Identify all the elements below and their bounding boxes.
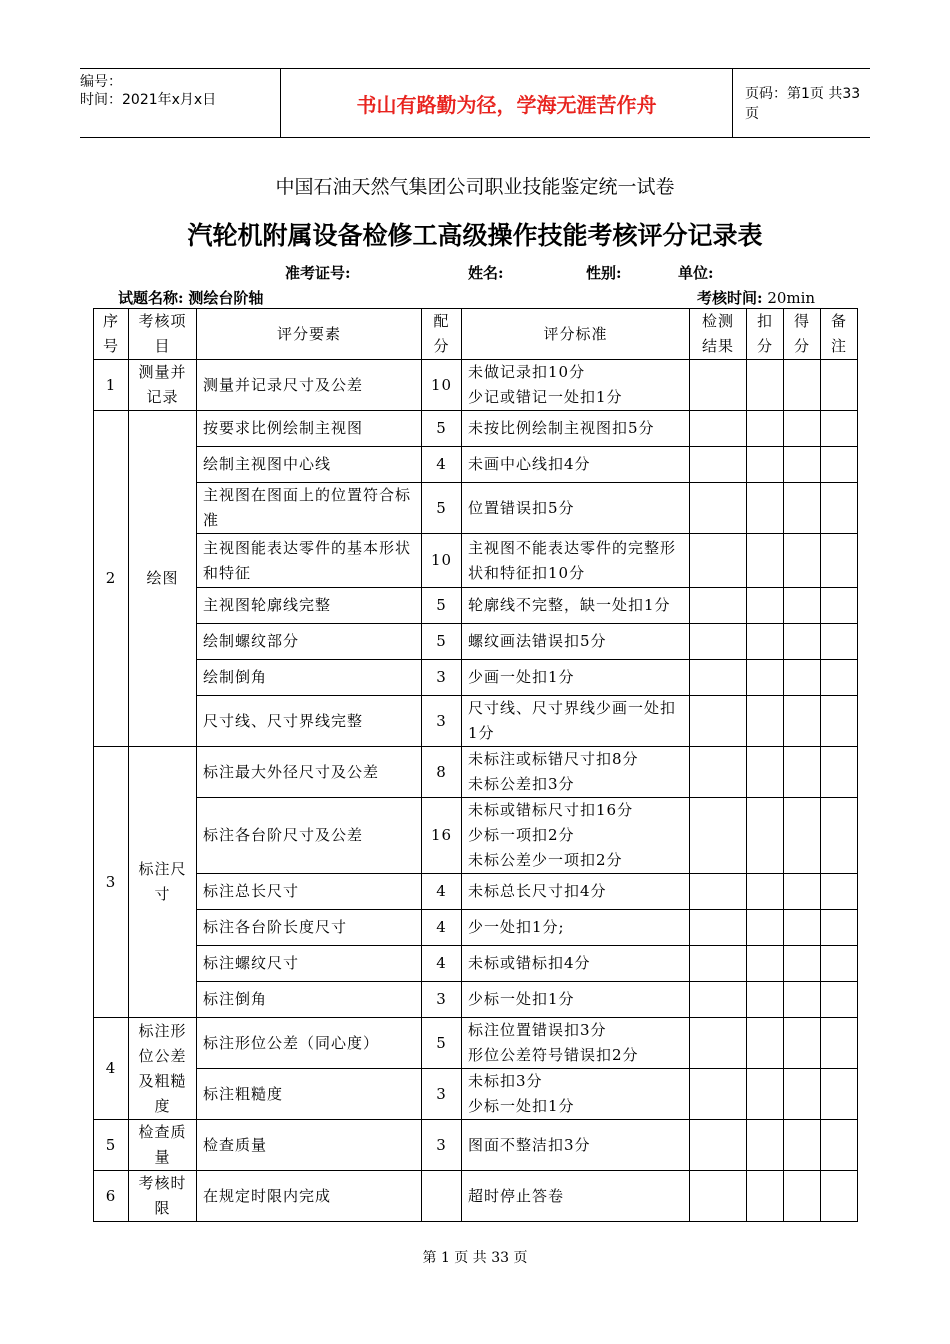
remark-cell (821, 360, 858, 411)
element-cell: 尺寸线、尺寸界线完整 (197, 696, 422, 747)
remark-cell (821, 447, 858, 483)
criteria-line: 未标注或标错尺寸扣8分 (468, 750, 639, 768)
criteria-cell (462, 447, 690, 483)
element-cell: 标注总长尺寸 (197, 874, 422, 910)
header-deduct: 扣分 (747, 309, 784, 360)
points-cell: 5 (422, 588, 462, 624)
table-row (94, 588, 858, 624)
result-cell (690, 798, 747, 874)
result-cell (690, 982, 747, 1018)
element-cell: 标注各台阶长度尺寸 (197, 910, 422, 946)
gender-label: 性别: (586, 264, 622, 282)
header-seq: 序号 (94, 309, 129, 360)
item-cell: 检查质量 (129, 1120, 197, 1171)
table-row (94, 447, 858, 483)
deduct-cell (747, 1171, 784, 1222)
result-cell (690, 874, 747, 910)
criteria-line: 未标公差少一项扣2分 (468, 851, 623, 869)
remark-cell (821, 747, 858, 798)
name-label: 姓名: (468, 264, 504, 282)
header-motto: 书山有路勤为径，学海无涯苦作舟 (280, 69, 733, 137)
score-cell (784, 798, 821, 874)
item-cell: 标注形位公差及粗糙度 (129, 1018, 197, 1120)
duration-label: 考核时间: (697, 289, 763, 307)
criteria-cell (462, 1018, 690, 1069)
header-remark: 备注 (821, 309, 858, 360)
result-cell (690, 360, 747, 411)
criteria-cell (462, 946, 690, 982)
criteria-cell (462, 798, 690, 874)
deduct-cell (747, 910, 784, 946)
element-cell: 标注各台阶尺寸及公差 (197, 798, 422, 874)
result-cell (690, 534, 747, 588)
document-title: 汽轮机附属设备检修工高级操作技能考核评分记录表 (187, 221, 763, 250)
criteria-line: 未标总长尺寸扣4分 (468, 882, 607, 900)
table-row (94, 1120, 858, 1171)
points-cell: 10 (422, 360, 462, 411)
element-cell: 主视图在图面上的位置符合标准 (197, 483, 422, 534)
score-cell (784, 1069, 821, 1120)
seq-cell: 5 (94, 1120, 129, 1171)
table-row (94, 747, 858, 798)
duration-value: 20min (767, 289, 816, 307)
document-supertitle: 中国石油天然气集团公司职业技能鉴定统一试卷 (275, 176, 675, 198)
seq-cell: 4 (94, 1018, 129, 1120)
criteria-cell (462, 1120, 690, 1171)
deduct-cell (747, 696, 784, 747)
score-cell (784, 696, 821, 747)
page-footer: 第 1 页 共 33 页 (422, 1250, 528, 1266)
criteria-line: 图面不整洁扣3分 (468, 1135, 591, 1154)
criteria-cell (462, 1069, 690, 1120)
deduct-cell (747, 874, 784, 910)
table-row (94, 1171, 858, 1222)
deduct-cell (747, 624, 784, 660)
score-cell (784, 1171, 821, 1222)
remark-cell (821, 411, 858, 447)
points-cell: 3 (422, 1069, 462, 1120)
exam-id-label: 准考证号: (285, 264, 351, 282)
header-meta (80, 69, 280, 137)
points-cell: 5 (422, 1018, 462, 1069)
header-item: 考核项目 (129, 309, 197, 360)
score-cell (784, 874, 821, 910)
remark-cell (821, 1018, 858, 1069)
criteria-cell (462, 660, 690, 696)
table-row (94, 1018, 858, 1069)
criteria-line: 超时停止答卷 (468, 1186, 565, 1205)
question-name-line (118, 287, 263, 308)
header-elements: 评分要素 (197, 309, 422, 360)
criteria-cell (462, 360, 690, 411)
element-cell: 在规定时限内完成 (197, 1171, 422, 1222)
table-row (94, 411, 858, 447)
score-cell (784, 1018, 821, 1069)
seq-cell: 6 (94, 1171, 129, 1222)
score-cell (784, 411, 821, 447)
result-cell (690, 588, 747, 624)
header-result: 检测结果 (690, 309, 747, 360)
criteria-line: 轮廓线不完整，缺一处扣1分 (468, 596, 671, 614)
table-row (94, 982, 858, 1018)
criteria-line: 未标或错标尺寸扣16分 (468, 801, 634, 819)
criteria-line: 标注位置错误扣3分 (468, 1021, 607, 1039)
points-cell: 4 (422, 910, 462, 946)
score-cell (784, 483, 821, 534)
unit-label: 单位: (678, 264, 714, 282)
deduct-cell (747, 483, 784, 534)
points-cell: 4 (422, 946, 462, 982)
score-cell (784, 1120, 821, 1171)
item-cell: 标注尺寸 (129, 747, 197, 1018)
element-cell: 标注倒角 (197, 982, 422, 1018)
element-cell: 按要求比例绘制主视图 (197, 411, 422, 447)
deduct-cell (747, 447, 784, 483)
criteria-line: 少画一处扣1分 (468, 668, 575, 686)
table-row (94, 534, 858, 588)
item-cell: 测量并记录 (129, 360, 197, 411)
criteria-line: 未按比例绘制主视图扣5分 (468, 419, 655, 437)
criteria-line: 主视图不能表达零件的完整形状和特征扣10分 (468, 538, 677, 582)
table-row (94, 910, 858, 946)
duration-line (697, 287, 815, 308)
criteria-line: 位置错误扣5分 (468, 498, 575, 517)
criteria-line: 少标一处扣1分 (468, 990, 575, 1008)
points-cell: 5 (422, 624, 462, 660)
points-cell: 10 (422, 534, 462, 588)
score-cell (784, 910, 821, 946)
score-cell (784, 946, 821, 982)
remark-cell (821, 874, 858, 910)
criteria-line: 未标或错标扣4分 (468, 954, 591, 972)
result-cell (690, 1171, 747, 1222)
element-cell: 主视图轮廓线完整 (197, 588, 422, 624)
score-cell (784, 447, 821, 483)
element-cell: 标注螺纹尺寸 (197, 946, 422, 982)
criteria-line: 未做记录扣10分 (468, 363, 586, 381)
criteria-cell (462, 747, 690, 798)
deduct-cell (747, 1069, 784, 1120)
page-header (80, 68, 870, 138)
deduct-cell (747, 411, 784, 447)
points-cell: 4 (422, 447, 462, 483)
criteria-line: 少标一项扣2分 (468, 826, 575, 844)
criteria-line: 少标一处扣1分 (468, 1097, 575, 1115)
criteria-line: 未标扣3分 (468, 1072, 543, 1090)
deduct-cell (747, 747, 784, 798)
remark-cell (821, 696, 858, 747)
seq-cell: 1 (94, 360, 129, 411)
result-cell (690, 946, 747, 982)
table-row (94, 874, 858, 910)
number-label: 编号： (80, 74, 122, 90)
criteria-line: 未画中心线扣4分 (468, 455, 591, 473)
deduct-cell (747, 982, 784, 1018)
deduct-cell (747, 946, 784, 982)
deduct-cell (747, 1120, 784, 1171)
points-cell: 5 (422, 483, 462, 534)
result-cell (690, 483, 747, 534)
deduct-cell (747, 798, 784, 874)
item-cell: 绘图 (129, 411, 197, 747)
remark-cell (821, 946, 858, 982)
element-cell: 标注形位公差（同心度） (197, 1018, 422, 1069)
element-cell: 绘制主视图中心线 (197, 447, 422, 483)
score-cell (784, 534, 821, 588)
time-label: 时间：2021年x月x日 (80, 92, 217, 108)
score-table (93, 308, 858, 1222)
criteria-cell (462, 696, 690, 747)
header-criteria: 评分标准 (462, 309, 690, 360)
remark-cell (821, 1069, 858, 1120)
remark-cell (821, 798, 858, 874)
element-cell: 主视图能表达零件的基本形状和特征 (197, 534, 422, 588)
criteria-cell (462, 483, 690, 534)
criteria-cell (462, 910, 690, 946)
result-cell (690, 910, 747, 946)
result-cell (690, 411, 747, 447)
criteria-line: 未标公差扣3分 (468, 775, 575, 793)
result-cell (690, 660, 747, 696)
criteria-cell (462, 874, 690, 910)
table-row (94, 1069, 858, 1120)
element-cell: 标注最大外径尺寸及公差 (197, 747, 422, 798)
element-cell: 检查质量 (197, 1120, 422, 1171)
table-row (94, 660, 858, 696)
element-cell: 标注粗糙度 (197, 1069, 422, 1120)
deduct-cell (747, 360, 784, 411)
table-header-row (94, 309, 858, 360)
deduct-cell (747, 588, 784, 624)
points-cell: 5 (422, 411, 462, 447)
table-row (94, 946, 858, 982)
question-name: 测绘台阶轴 (188, 289, 264, 307)
element-cell: 绘制倒角 (197, 660, 422, 696)
result-cell (690, 1069, 747, 1120)
header-points: 配分 (422, 309, 462, 360)
score-cell (784, 588, 821, 624)
remark-cell (821, 982, 858, 1018)
remark-cell (821, 1171, 858, 1222)
result-cell (690, 1018, 747, 1069)
score-cell (784, 360, 821, 411)
score-cell (784, 982, 821, 1018)
result-cell (690, 624, 747, 660)
seq-cell: 2 (94, 411, 129, 747)
points-cell: 16 (422, 798, 462, 874)
item-cell: 考核时限 (129, 1171, 197, 1222)
header-page-info: 页码：第1页 共33页 (745, 86, 861, 122)
table-row (94, 798, 858, 874)
table-row (94, 483, 858, 534)
score-cell (784, 660, 821, 696)
remark-cell (821, 910, 858, 946)
deduct-cell (747, 1018, 784, 1069)
table-row (94, 624, 858, 660)
points-cell: 8 (422, 747, 462, 798)
criteria-cell (462, 624, 690, 660)
element-cell: 绘制螺纹部分 (197, 624, 422, 660)
score-cell (784, 624, 821, 660)
remark-cell (821, 624, 858, 660)
criteria-line: 形位公差符号错误扣2分 (468, 1046, 639, 1064)
criteria-cell (462, 982, 690, 1018)
points-cell: 4 (422, 874, 462, 910)
element-cell: 测量并记录尺寸及公差 (197, 360, 422, 411)
seq-cell: 3 (94, 747, 129, 1018)
criteria-line: 少一处扣1分; (468, 918, 565, 936)
question-label: 试题名称: (118, 289, 184, 307)
criteria-cell (462, 411, 690, 447)
deduct-cell (747, 660, 784, 696)
points-cell: 3 (422, 696, 462, 747)
result-cell (690, 1120, 747, 1171)
result-cell (690, 747, 747, 798)
result-cell (690, 696, 747, 747)
header-score: 得分 (784, 309, 821, 360)
points-cell: 3 (422, 982, 462, 1018)
remark-cell (821, 660, 858, 696)
criteria-cell (462, 534, 690, 588)
criteria-line: 少记或错记一处扣1分 (468, 388, 623, 406)
table-row (94, 360, 858, 411)
points-cell: 3 (422, 660, 462, 696)
criteria-line: 尺寸线、尺寸界线少画一处扣1分 (468, 699, 677, 742)
criteria-cell (462, 588, 690, 624)
remark-cell (821, 1120, 858, 1171)
result-cell (690, 447, 747, 483)
criteria-line: 螺纹画法错误扣5分 (468, 632, 607, 650)
score-cell (784, 747, 821, 798)
deduct-cell (747, 534, 784, 588)
remark-cell (821, 534, 858, 588)
remark-cell (821, 483, 858, 534)
criteria-cell (462, 1171, 690, 1222)
remark-cell (821, 588, 858, 624)
points-cell (422, 1171, 462, 1222)
points-cell: 3 (422, 1120, 462, 1171)
table-row (94, 696, 858, 747)
